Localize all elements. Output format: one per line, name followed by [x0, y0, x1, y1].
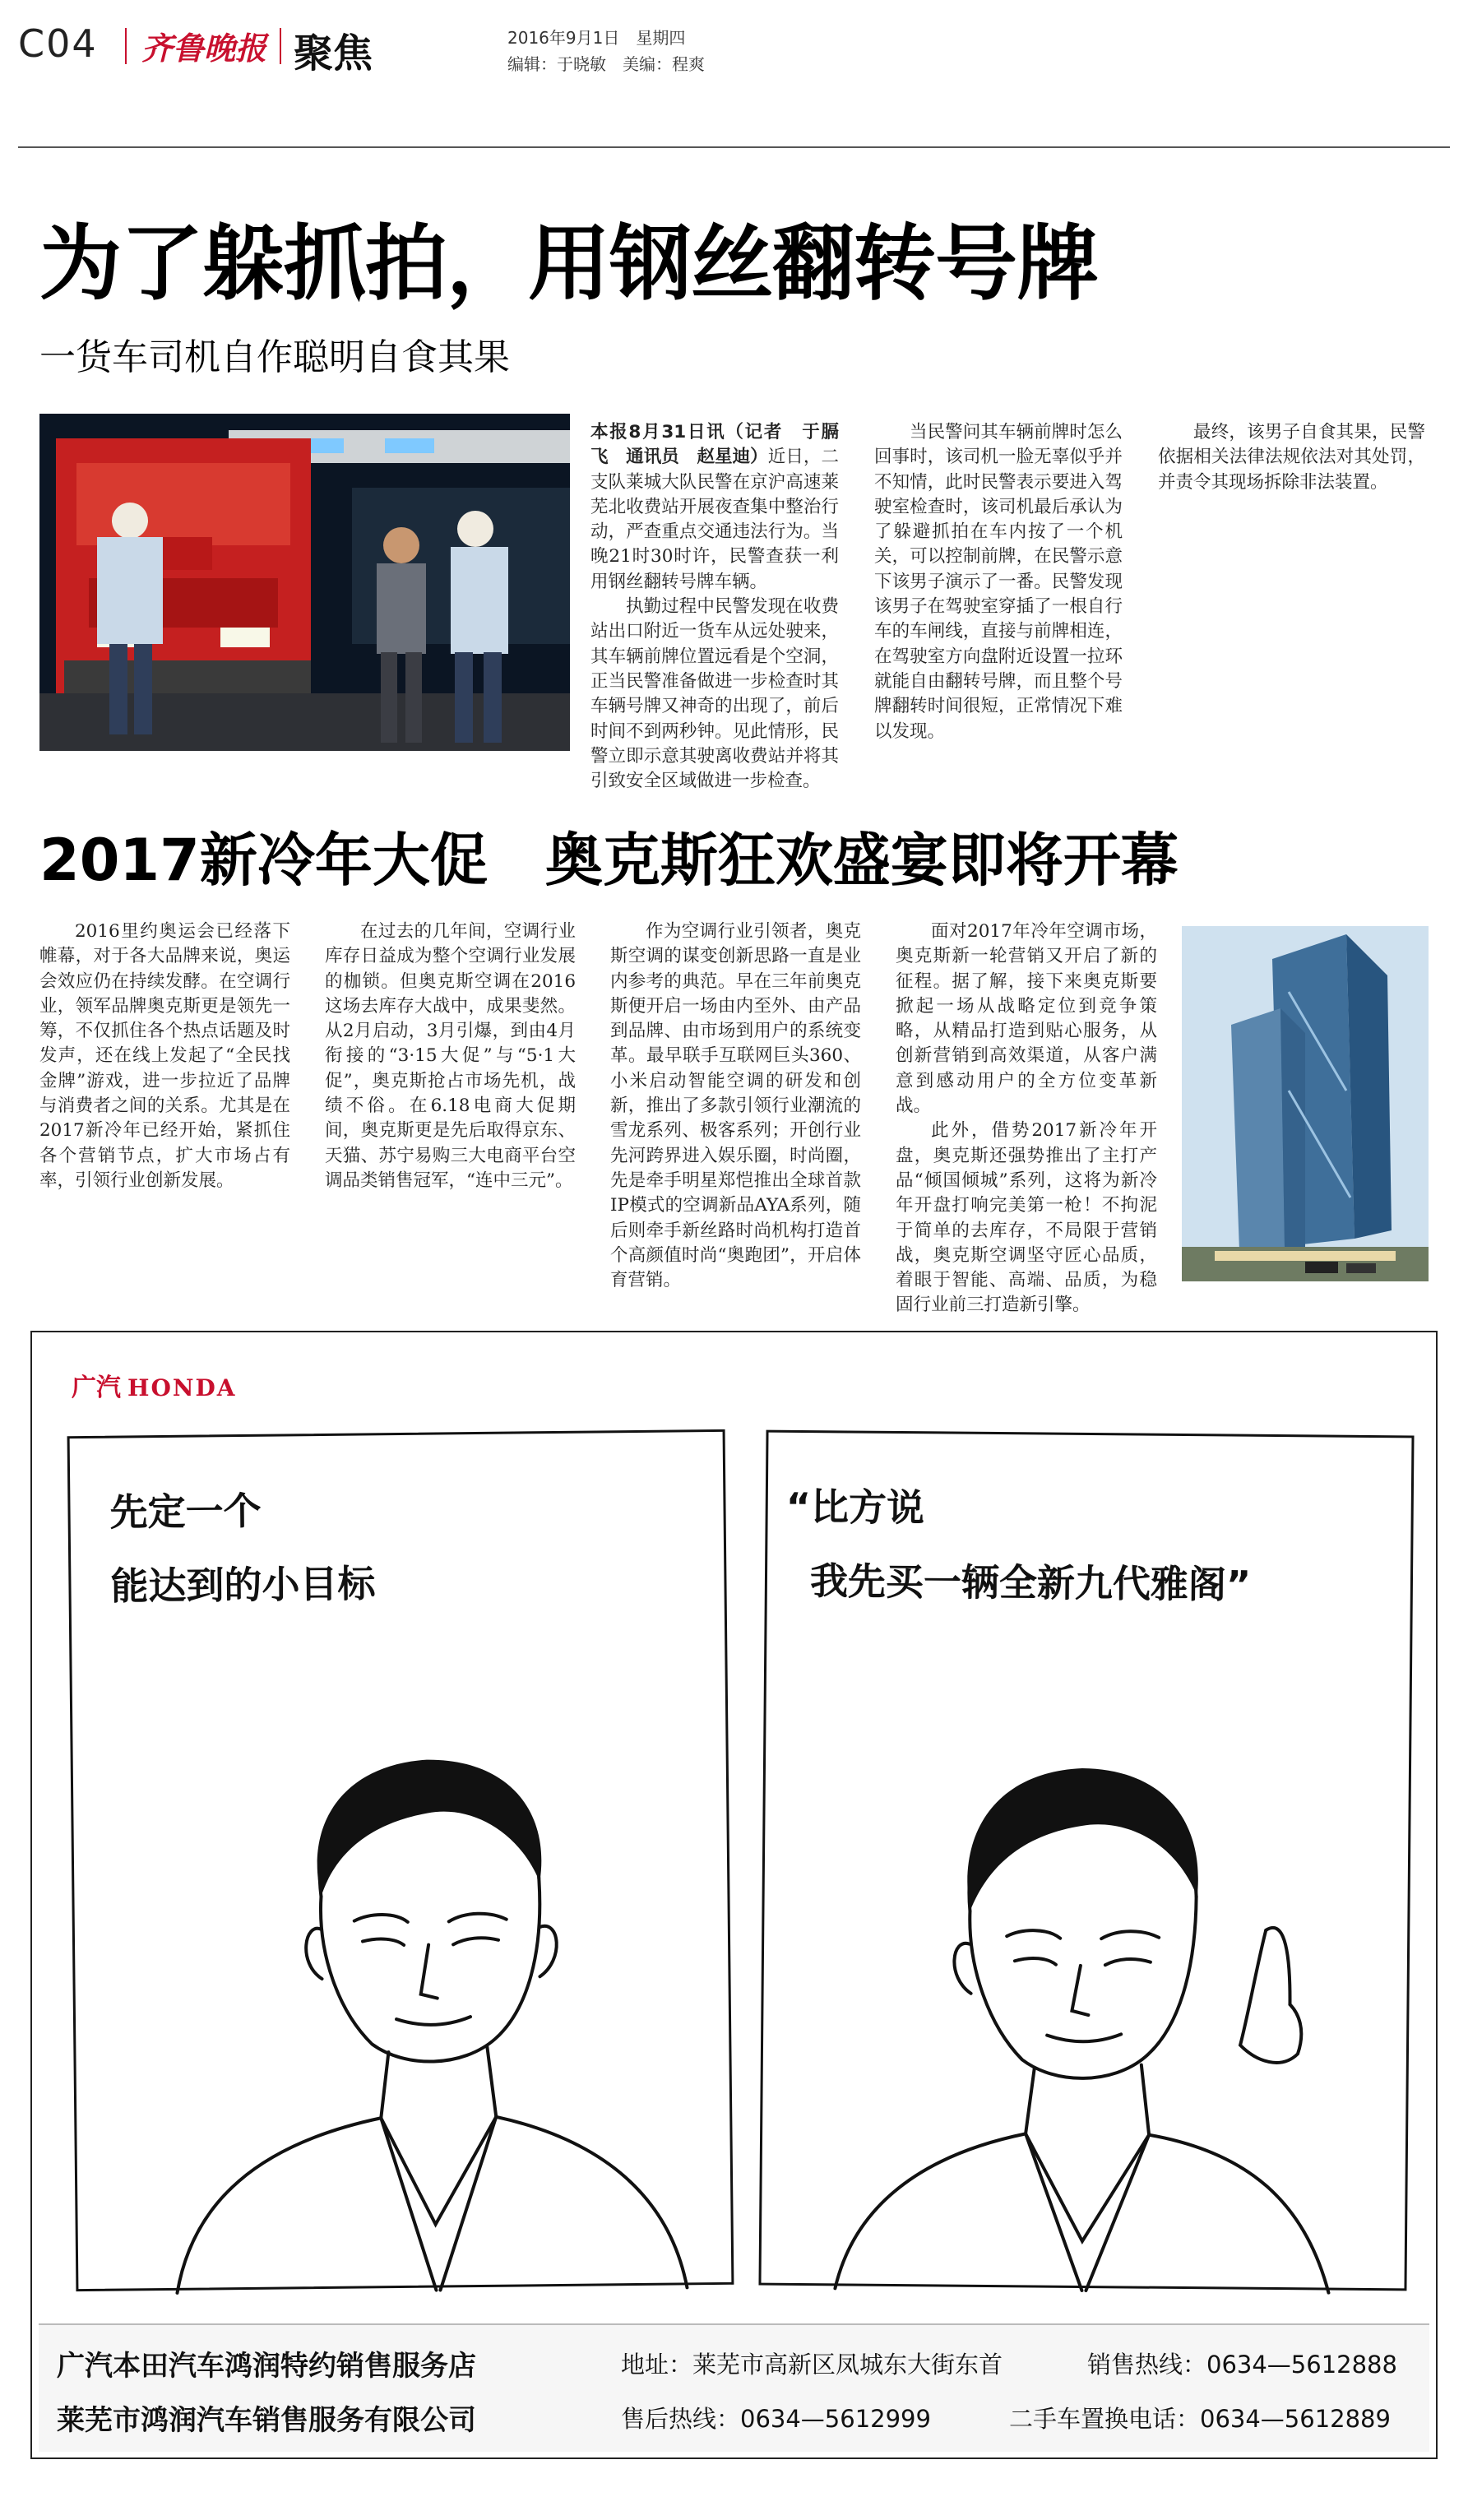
editor-credits: 编辑：于晓敏 美编：程爽 [507, 54, 705, 74]
paper-logo: 齐鲁晚报 [141, 30, 267, 67]
article1-body-col-3 [1158, 420, 1425, 751]
article1-paragraph: 当民警问其车辆前牌时怎么回事时，该司机一脸无辜似乎并不知情，此时民警表示要进入驾驶室检查时，该司机最后承认为了躲避抓拍在车内按了一个机关，可以控制前牌，在民警示意下该男子演示了一番。民警发现该男子在驾驶室穿插了一根自行车的车闸线，直接与前牌相连，在驾驶室方向盘附近设置一拉环就能自由翻转号牌，而且整个号牌翻转时间很短，正常情况下难以发现。 [874, 422, 1123, 742]
caption-line: 我先买一辆全新九代雅阁” [809, 1559, 1252, 1607]
cartoon-panel-left [67, 1429, 734, 2291]
used-car-phone: 二手车置换电话：0634—5612889 [1009, 2405, 1391, 2433]
article1-body-col-1 [590, 420, 839, 792]
masthead-divider [125, 28, 127, 64]
businessman-cartoon-left [70, 1432, 737, 2294]
masthead-divider [280, 28, 281, 64]
page-number: C04 [18, 21, 98, 66]
article1-dateline: 本报8月31日讯（记者 于膈飞 通讯员 赵星迪） [590, 422, 839, 468]
article2-body-col-3 [610, 920, 861, 1291]
caption-line: 能达到的小目标 [110, 1561, 376, 1609]
gac-honda-logo [72, 1367, 236, 1403]
dealer-contact-bar [39, 2323, 1429, 2452]
article1-paragraph: 近日，二支队莱城大队民警在京沪高速莱芜北收费站开展夜查集中整治行动，严查重点交通违法行为。当晚21时30时许，民警查获一利用钢丝翻转号牌车辆。 [590, 447, 839, 592]
article1-headline: 为了躲抓拍，用钢丝翻转号牌 [39, 215, 1098, 312]
article1-paragraph: 执勤过程中民警发现在收费站出口附近一货车从远处驶来，其车辆前牌位置远看是个空洞，正当民警准备做进一步检查时其车辆号牌又神奇的出现了，前后时间不到两秒钟。见此情形，民警立即示意其驶离收费站并将其引致安全区域做进一步检查。 [590, 596, 839, 792]
truck-checkpoint-illustration [39, 414, 570, 751]
article2-body-col-4 [896, 920, 1157, 1316]
service-hotline: 售后热线：0634—5612999 [621, 2405, 931, 2433]
dealer-name-2: 莱芜市鸿润汽车销售服务有限公司 [57, 2404, 476, 2437]
article2-body-col-1 [39, 920, 290, 1283]
brand-en: HONDA [127, 1374, 237, 1401]
sales-hotline: 销售热线：0634—5612888 [1087, 2351, 1397, 2379]
businessman-cartoon-right [761, 1433, 1416, 2294]
article1-paragraph: 最终，该男子自食其果，民警依据相关法律法规依法对其处罚，并责令其现场拆除非法装置。 [1158, 422, 1425, 493]
cartoon-panel-right [758, 1430, 1414, 2291]
article2-paragraph: 在过去的几年间，空调行业库存日益成为整个空调行业发展的枷锁。但奥克斯空调在2016这场去库存大战中，成果斐然。从2月启动，3月引爆，到由4月衔接的“3·15大促”与“5·1大促”，奥克斯抢占市场先机，战绩不俗。在6.18电商大促期间，奥克斯更是先后取得京东、天猫、苏宁易购三大电商平台空调品类销售冠军，“连中三元”。 [325, 921, 576, 1191]
skyscraper-illustration [1182, 926, 1429, 1281]
header-rule [18, 146, 1450, 148]
article2-paragraph: 此外，借势2017新冷年开盘，奥克斯还强势推出了主打产品“倾国倾城”系列，这将为新冷年开盘打响完美第一枪！不拘泥于简单的去库存，不局限于营销战，奥克斯空调坚守匠心品质，着眼于智能、高端、品质，为稳固行业前三打造新引擎。 [896, 1120, 1157, 1316]
honda-advertisement [30, 1331, 1438, 2459]
caption-line: “比方说 [785, 1484, 925, 1531]
article2-body-col-2 [325, 920, 576, 1283]
masthead [18, 21, 1450, 79]
article2-building-photo [1182, 926, 1429, 1281]
article1-body-col-2 [874, 420, 1123, 751]
article2-paragraph: 2016里约奥运会已经落下帷幕，对于各大品牌来说，奥运会效应仍在持续发酵。在空调行业，领军品牌奥克斯更是领先一筹，不仅抓住各个热点话题及时发声，还在线上发起了“全民找金牌”游戏，进一步拉近了品牌与消费者之间的关系。尤其是在2017新冷年已经开始，紧抓住各个营销节点，扩大市场占有率，引领行业创新发展。 [39, 921, 290, 1191]
article1-subheadline: 一货车司机自作聪明自食其果 [39, 336, 510, 378]
article2-paragraph: 面对2017年冷年空调市场，奥克斯新一轮营销又开启了新的征程。据了解，接下来奥克斯要掀起一场从战略定位到竞争策略，从精品打造到贴心服务，从创新营销到高效渠道，从客户满意到感动用户的全方位变革新战。 [896, 921, 1157, 1117]
dateline: 2016年9月1日 星期四 [507, 28, 686, 48]
section-name: 聚焦 [294, 30, 373, 76]
article1-photo [39, 414, 570, 751]
dealer-name-1: 广汽本田汽车鸿润特约销售服务店 [57, 2350, 476, 2383]
brand-cn: 广汽 [72, 1373, 121, 1402]
dealer-address: 地址：莱芜市高新区凤城东大街东首 [621, 2351, 1003, 2379]
article2-paragraph: 作为空调行业引领者，奥克斯空调的谋变创新思路一直是业内参考的典范。早在三年前奥克斯便开启一场由内至外、由产品到品牌、由市场到用户的系统变革。最早联手互联网巨头360、小米启动智能空调的研发和创新，推出了多款引领行业潮流的雪龙系列、极客系列；开创行业先河跨界进入娱乐圈，时尚圈，先是牵手明星郑恺推出全球首款IP模式的空调新品AYA系列，随后则牵手新丝路时尚机构打造首个高颜值时尚“奥跑团”，开启体育营销。 [610, 921, 861, 1291]
article2-headline: 2017新冷年大促 奥克斯狂欢盛宴即将开幕 [39, 827, 1179, 894]
caption-line: 先定一个 [109, 1488, 262, 1535]
